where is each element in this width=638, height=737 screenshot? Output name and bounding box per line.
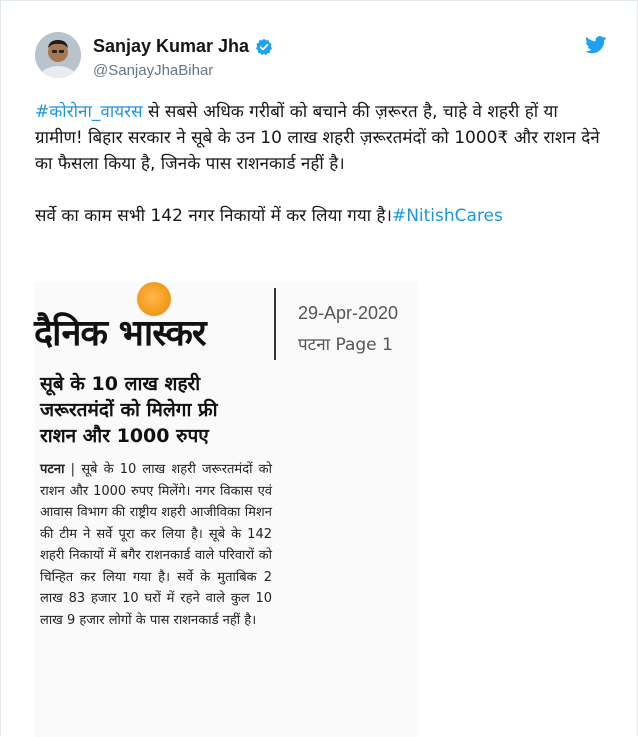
headline-line: राशन और 1000 रुपए — [40, 425, 209, 447]
tweet-text — [35, 99, 610, 229]
masthead-divider — [274, 288, 276, 360]
clipping-body-text: सूबे के 10 लाख शहरी जरूरतमंदों को राशन और 1000 रुपए मिलेंगे। नगर विकास एवं आवास विभाग की राष्ट्रीय शहरी आजीविका मिशन की टीम ने सर्वे पूरा कर लिया है। सूबे के 142 शहरी निकायों में बगैर राशनकार्ड वाले परिवारों को चिन्हित कर लिया गया है। सर्वे के मुताबिक 2 लाख 83 हजार 10 घरों में रहने वाले कुल 10 लाख 9 हजार लोगों के पास राशनकार्ड नहीं है। — [40, 462, 272, 628]
headline-line: सूबे के 10 लाख शहरी — [40, 373, 201, 395]
clipping-headline — [40, 371, 255, 449]
clipping-edition: पटना Page 1 — [298, 335, 393, 355]
tweet-text-part-2: सर्वे का काम सभी 142 नगर निकायों में कर लिया गया है। — [35, 206, 392, 226]
author-handle[interactable]: @SanjayJhaBihar — [93, 62, 214, 79]
verified-badge-icon — [255, 38, 273, 56]
headline-line: जरूरतमंदों को मिलेगा फ्री — [40, 399, 218, 421]
author-name[interactable]: Sanjay Kumar Jha — [93, 36, 250, 56]
clipping-body: पटना | सूबे के 10 लाख शहरी जरूरतमंदों को राशन और 1000 रुपए मिलेंगे। नगर विकास एवं आवास विभाग की राष्ट्रीय शहरी आजीविका मिशन की टीम ने सर्वे पूरा कर लिया है। सूबे के 142 शहरी निकायों में बगैर राशनकार्ड वाले परिवारों को चिन्हित कर लिया गया है। सर्वे के मुताबिक 2 लाख 83 हजार 10 घरों में रहने वाले कुल 10 लाख 9 हजार लोगों के पास राशनकार्ड नहीं है। — [40, 462, 272, 628]
newspaper-masthead: दैनिक भास्कर — [34, 313, 206, 354]
hashtag-nitish-cares[interactable]: #NitishCares — [391, 206, 503, 226]
avatar[interactable] — [35, 32, 81, 78]
twitter-bird-icon[interactable] — [585, 36, 607, 59]
clipping-dateline: पटना — [40, 462, 65, 477]
hashtag-corona-virus[interactable]: #कोरोना_वायरस — [35, 102, 143, 122]
tweet-text-part-1: से सबसे अधिक गरीबों को बचाने की ज़रूरत है, चाहे वे शहरी हों या ग्रामीण! बिहार सरकार ने सूबे के उन 10 लाख शहरी ज़रूरतमंदों को 1000₹ और राशन देने का फैसला किया है, जिनके पास राशनकार्ड नहीं है। — [35, 102, 600, 174]
clipping-date: 29-Apr-2020 — [298, 303, 399, 323]
